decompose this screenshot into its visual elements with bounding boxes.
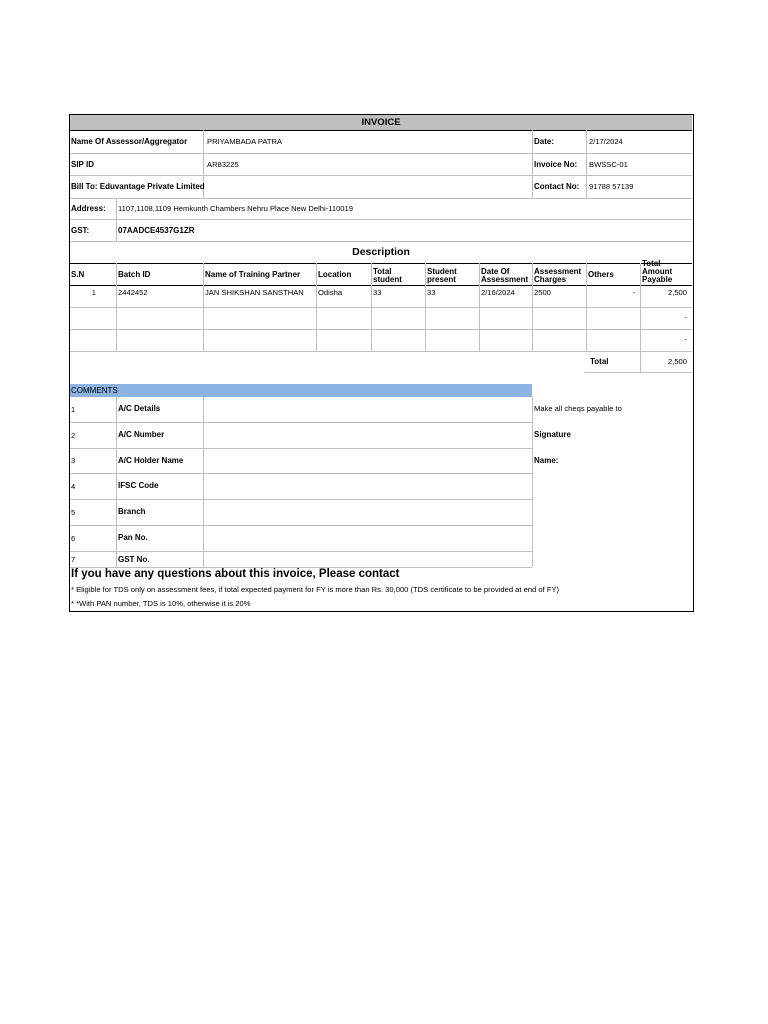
address-label: Address: (71, 204, 106, 213)
cell-location: Odisha (318, 288, 343, 298)
tds-note: * Eligible for TDS only on assessment fees, if total expected payment for FY is more than Rs. 30,000 (TDS certificate to be provided at end of FY) (71, 584, 560, 594)
cell-date-of-assessment: 2/16/2024 (481, 288, 515, 298)
cheque-note: Make all cheqs payable to (534, 404, 622, 414)
col-header-total-student: Total student (373, 267, 402, 284)
col-header-batch-id: Batch ID (118, 269, 151, 279)
comment-row-number: 5 (71, 507, 76, 517)
comment-row-label: GST No. (118, 554, 150, 564)
comment-row-label: A/C Details (118, 404, 161, 413)
comment-row-number: 4 (71, 481, 76, 491)
comments-header: COMMENTS (70, 384, 532, 397)
col-header-total-amount-payable: Total Amount Payable (642, 259, 673, 284)
col-header-sn: S.N (71, 269, 85, 279)
comment-row-number: 6 (71, 533, 76, 543)
cell-student-present: 33 (427, 288, 436, 298)
comment-row-number: 7 (71, 554, 76, 564)
bill-to: Bill To: Eduvantage Private Limited (71, 182, 205, 191)
col-header-others: Others (588, 269, 614, 279)
contact-value: 91788 57139 (589, 182, 634, 192)
divider (203, 397, 204, 567)
cell-batch-id: 2442452 (118, 288, 148, 298)
total-label: Total (590, 357, 609, 366)
col-header-location: Location (318, 269, 352, 279)
comment-row-label: A/C Number (118, 430, 165, 439)
invoice-title: INVOICE (70, 115, 692, 130)
date-value: 2/17/2024 (589, 137, 623, 147)
divider (70, 329, 692, 330)
name-label: Name: (534, 456, 559, 465)
col-header-date-of-assessment: Date Of Assessment (481, 267, 529, 284)
comment-row-label: Pan No. (118, 533, 148, 542)
comment-row-number: 2 (71, 430, 76, 440)
divider (70, 307, 692, 308)
cell-total-amount: 2,500 (667, 288, 687, 298)
sip-id-value: AR83225 (207, 159, 239, 169)
contact-question: If you have any questions about this invoice, Please contact (71, 568, 400, 581)
cell-total-amount: - (684, 313, 687, 323)
total-value: 2,500 (667, 357, 687, 367)
date-label: Date: (534, 137, 555, 146)
invoice-no-value: BWSSC-01 (589, 159, 628, 169)
comment-row-number: 3 (71, 456, 76, 466)
invoice-no-label: Invoice No: (534, 159, 578, 169)
invoice-sheet (69, 114, 694, 612)
assessor-value: PRIYAMBADA PATRA (207, 137, 283, 147)
col-header-student-present: Student present (427, 267, 457, 284)
description-title: Description (352, 245, 410, 258)
assessor-label: Name Of Assessor/Aggregator (71, 137, 188, 146)
address-value: 1107,1108,1109 Hemkunth Chambers Nehru Place New Delhi-110019 (118, 204, 353, 214)
divider (585, 372, 692, 373)
signature-label: Signature (534, 430, 571, 439)
comment-row-label: Branch (118, 507, 146, 516)
comment-row-label: A/C Holder Name (118, 456, 184, 465)
cell-total-amount: - (684, 335, 687, 345)
gst-value: 07AADCE4537G1ZR (118, 225, 195, 235)
cell-others: - (632, 288, 635, 298)
divider (532, 397, 533, 567)
cell-sn: 1 (91, 288, 96, 298)
contact-label: Contact No: (534, 182, 580, 191)
cell-total-student: 33 (373, 288, 382, 298)
sip-id-label: SIP ID (71, 159, 94, 169)
comment-row-label: IFSC Code (118, 481, 159, 490)
col-header-assessment-charges: Assessment Charges (534, 267, 582, 284)
gst-label: GST: (71, 225, 90, 235)
cell-training-partner: JAN SHIKSHAN SANSTHAN (205, 288, 304, 298)
pan-note: * *With PAN number, TDS is 10%, otherwise it is 20% (71, 599, 251, 609)
cell-assessment-charges: 2500 (534, 288, 551, 298)
comment-row-number: 1 (71, 405, 76, 415)
col-header-training-partner: Name of Training Partner (205, 269, 301, 279)
